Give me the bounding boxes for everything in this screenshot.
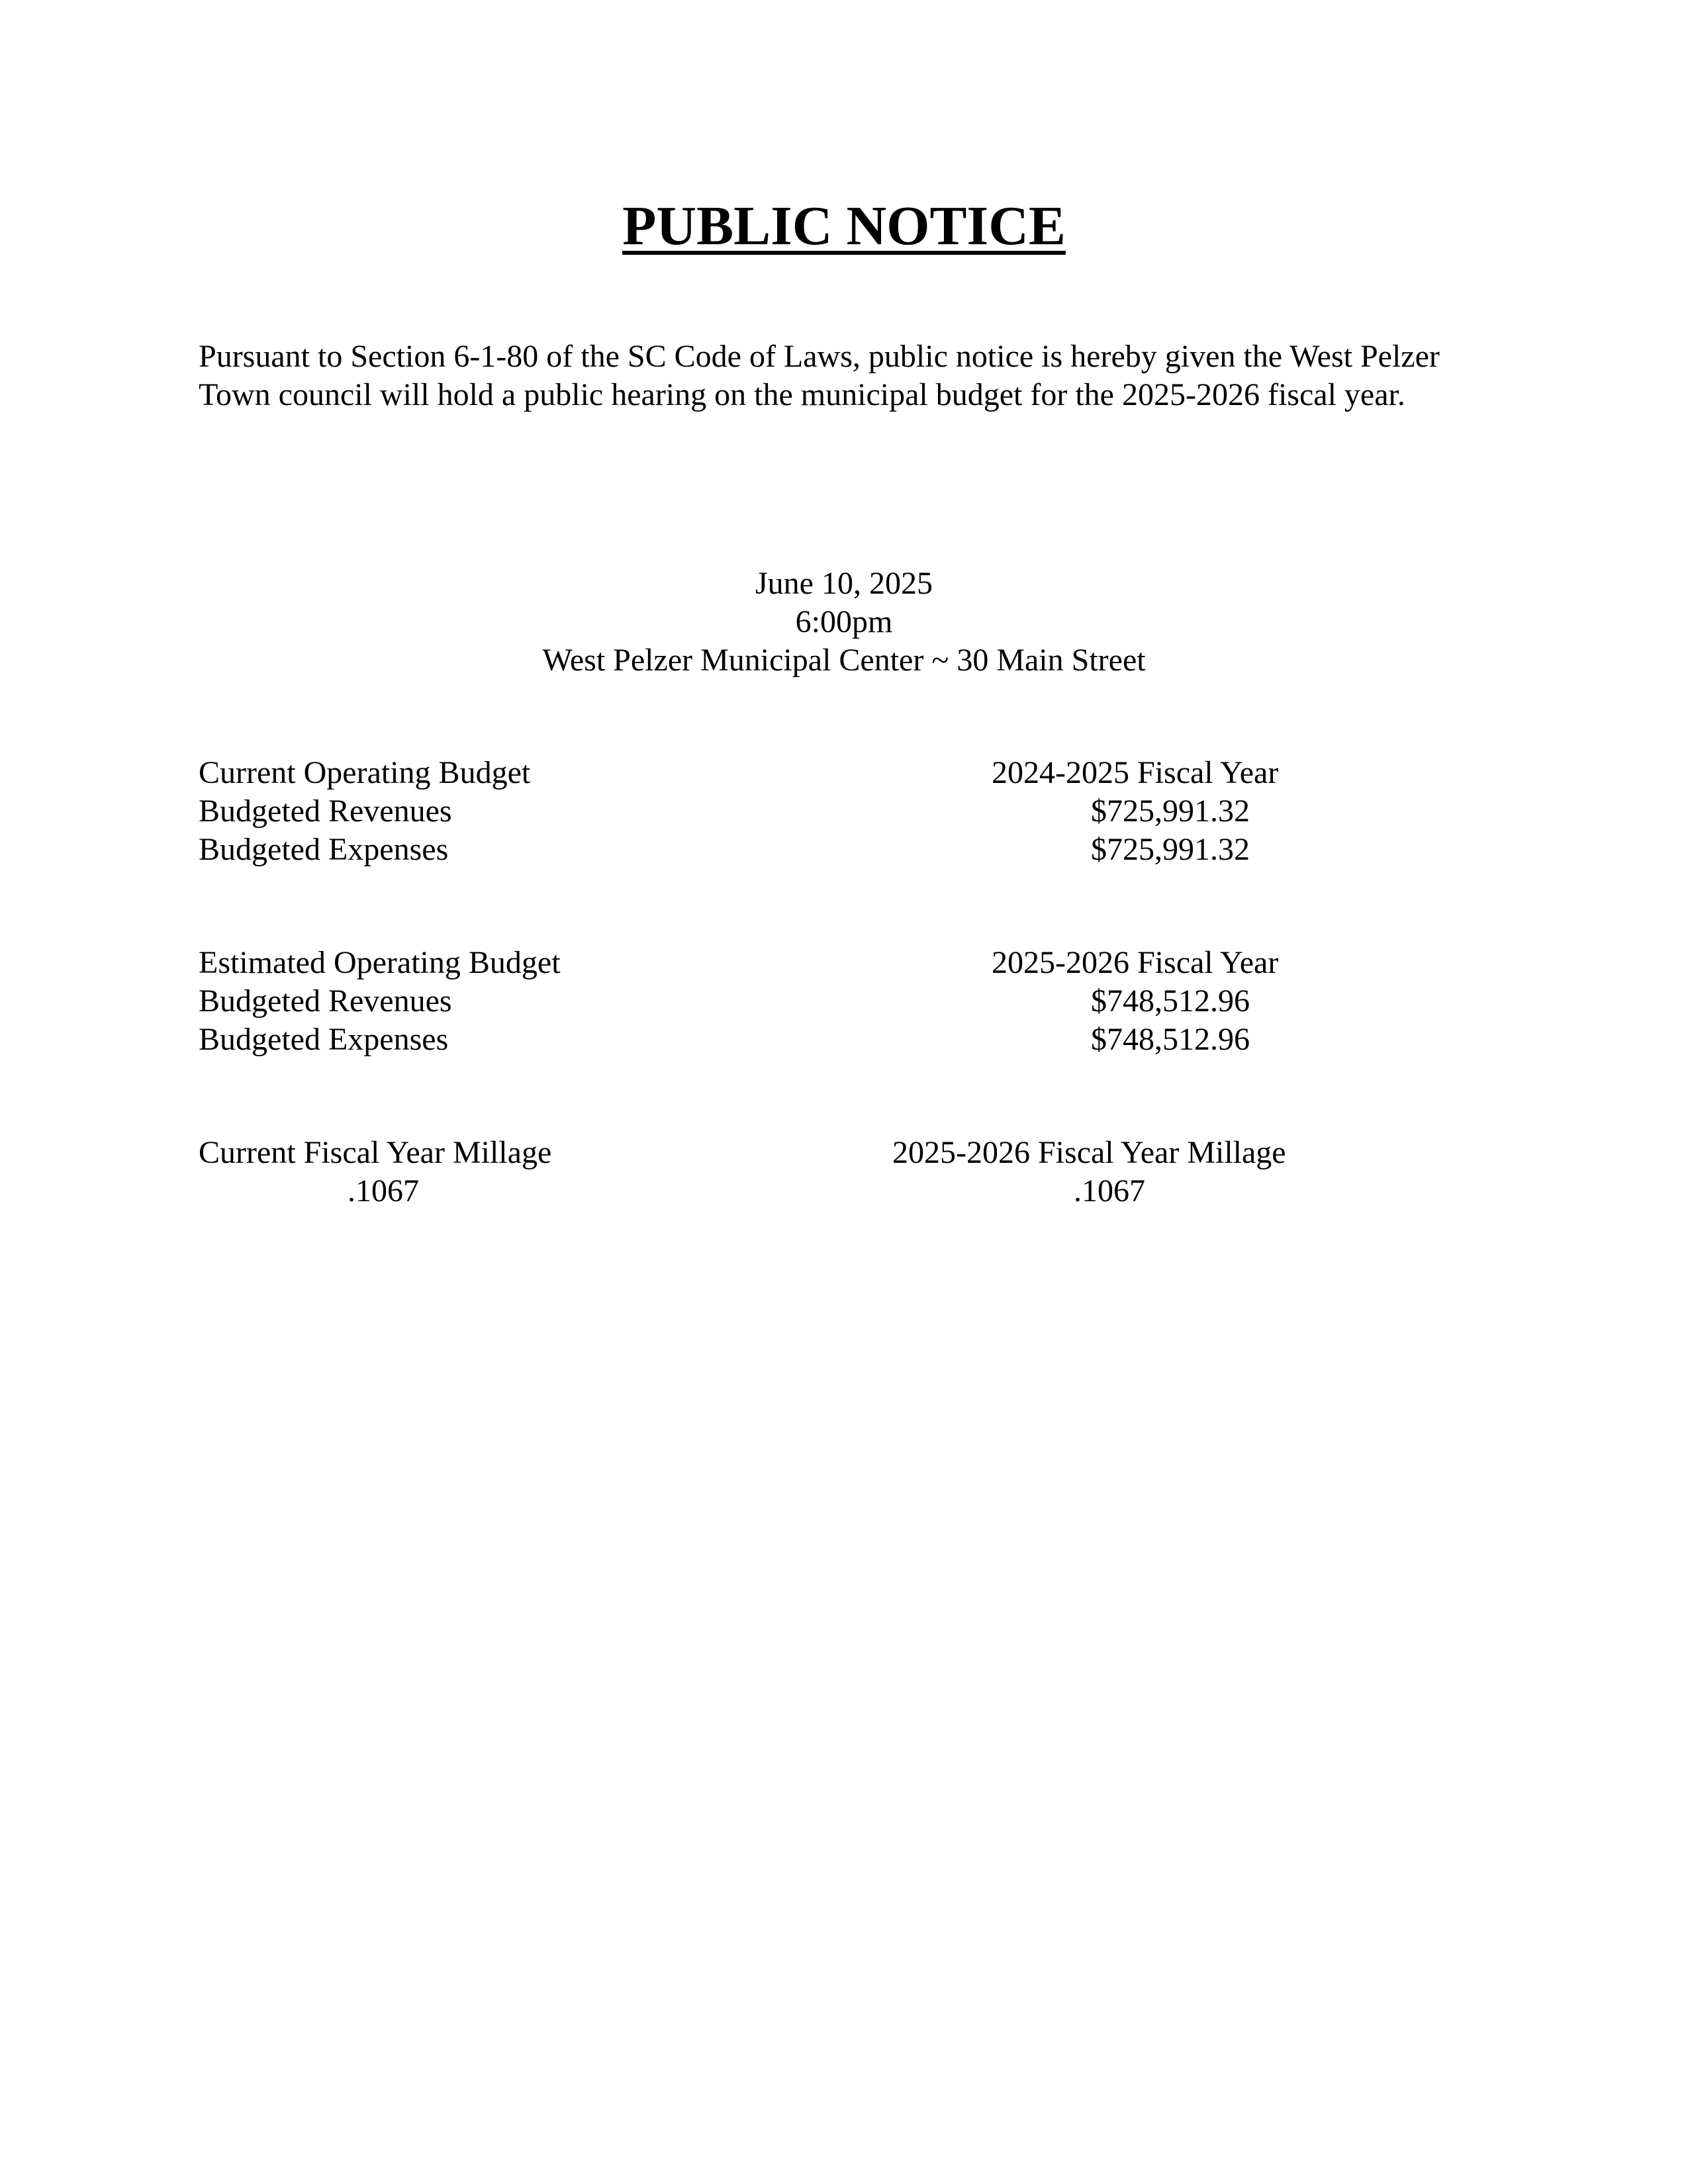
hearing-time: 6:00pm [795, 604, 893, 639]
estimated-revenues-label: Budgeted Revenues [199, 983, 452, 1019]
estimated-expenses-amount: $748,512.96 [1091, 1022, 1250, 1057]
next-millage-value: .1067 [1074, 1173, 1145, 1208]
estimated-fiscal-year: 2025-2026 Fiscal Year [992, 945, 1279, 980]
current-budget-label: Current Operating Budget [199, 755, 531, 790]
current-millage-value: .1067 [348, 1173, 419, 1208]
estimated-expenses-label: Budgeted Expenses [199, 1022, 449, 1057]
hearing-details [0, 565, 1688, 680]
estimated-revenues-amount: $748,512.96 [1091, 983, 1250, 1019]
hearing-location: West Pelzer Municipal Center ~ 30 Main Street [542, 643, 1146, 678]
page-title: PUBLIC NOTICE [622, 195, 1066, 257]
current-revenues-label: Budgeted Revenues [199, 794, 452, 829]
current-fiscal-year: 2024-2025 Fiscal Year [992, 755, 1279, 790]
current-expenses-amount: $725,991.32 [1091, 832, 1250, 867]
current-revenues-amount: $725,991.32 [1091, 794, 1250, 829]
next-millage-label: 2025-2026 Fiscal Year Millage [892, 1135, 1286, 1170]
current-expenses-label: Budgeted Expenses [199, 832, 449, 867]
hearing-date: June 10, 2025 [755, 566, 933, 601]
current-millage-label: Current Fiscal Year Millage [199, 1135, 552, 1170]
intro-paragraph: Pursuant to Section 6-1-80 of the SC Code of Laws, public notice is hereby given the West Pelzer Town council will hold a public hearing on the municipal budget for the 2025-2026 fiscal year. [199, 339, 1440, 412]
estimated-budget-label: Estimated Operating Budget [199, 945, 561, 980]
